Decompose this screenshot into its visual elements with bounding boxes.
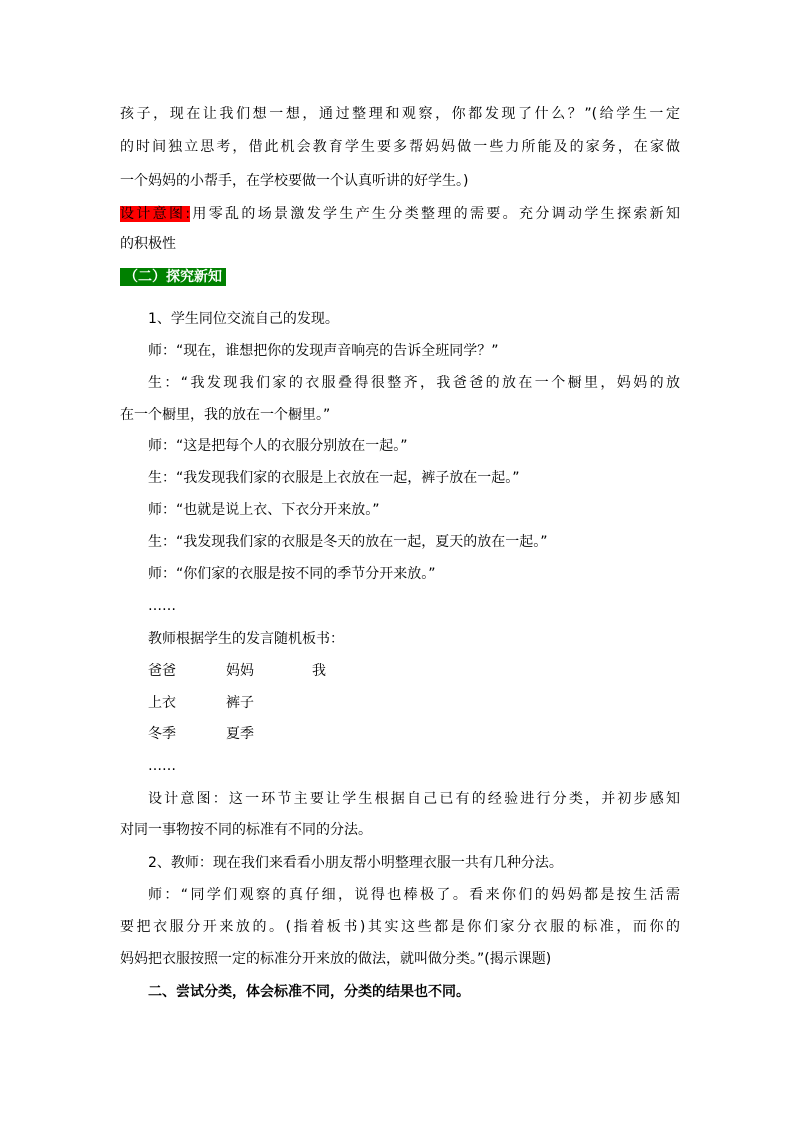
board-item: 冬季 [148, 726, 176, 742]
dialogue-line: 师：“这是把每个人的衣服分别放在一起。” [148, 438, 408, 454]
design-intent-label: 设计意图: [120, 206, 191, 222]
intro-line-3: 一个妈妈的小帮手，在学校要做一个认真听讲的好学生。) [120, 173, 469, 189]
design-intent-1 [120, 204, 680, 224]
teacher-line-3: 妈妈把衣服按照一定的标准分开来放的做法，就叫做分类。”(揭示课题) [120, 951, 552, 967]
dialogue-line: 生：“我发现我们家的衣服是冬天的放在一起，夏天的放在一起。” [148, 534, 548, 550]
step-2: 2、教师：现在我们来看看小朋友帮小明整理衣服一共有几种分法。 [148, 855, 563, 871]
design-intent-text: 用零乱的场景激发学生产生分类整理的需要。充分调动学生探索新知 [190, 206, 680, 222]
dialogue-line: 师：“也就是说上衣、下衣分开来放。” [148, 502, 380, 518]
step-1: 1、学生同位交流自己的发现。 [148, 311, 339, 327]
dialogue-line: 生：“我发现我们家的衣服是上衣放在一起，裤子放在一起。” [148, 470, 520, 486]
design-intent-1-line-2: 的积极性 [120, 236, 176, 252]
board-item: 妈妈 [226, 663, 254, 679]
dialogue-line: 生：“我发现我们家的衣服叠得很整齐，我爸爸的放在一个橱里，妈妈的放 [148, 375, 680, 391]
intro-line-2: 的时间独立思考，借此机会教育学生要多帮妈妈做一些力所能及的家务，在家做 [120, 139, 680, 155]
part-2-heading: 二、尝试分类，体会标准不同，分类的结果也不同。 [148, 984, 470, 1000]
board-row-3 [148, 724, 448, 744]
board-item: 上衣 [148, 695, 176, 711]
section-heading-explore [120, 267, 226, 287]
board-item: 爸爸 [148, 663, 176, 679]
board-item: 夏季 [226, 726, 254, 742]
board-item: 我 [312, 663, 326, 679]
dialogue-line: 师：“现在，谁想把你的发现声音响亮的告诉全班同学？” [148, 343, 499, 359]
intro-line-1: 孩子，现在让我们想一想，通过整理和观察，你都发现了什么？”(给学生一定 [120, 106, 680, 122]
board-row-1 [148, 661, 448, 681]
ellipsis: …… [148, 598, 176, 614]
design-intent-2-line-1: 设计意图：这一环节主要让学生根据自己已有的经验进行分类，并初步感知 [148, 791, 680, 807]
teacher-line-1: 师：“同学们观察的真仔细，说得也棒极了。看来你们的妈妈都是按生活需 [148, 887, 680, 903]
design-intent-2-line-2: 对同一事物按不同的标准有不同的分法。 [120, 822, 372, 838]
board-item: 裤子 [226, 695, 254, 711]
board-intro: 教师根据学生的发言随机板书： [148, 631, 344, 647]
teacher-line-2: 要把衣服分开来放的。(指着板书)其实这些都是你们家分衣服的标准，而你的 [120, 919, 680, 935]
section-heading-label: （二）探究新知 [120, 268, 226, 286]
dialogue-line: 师：“你们家的衣服是按不同的季节分开来放。” [148, 566, 436, 582]
dialogue-line: 在一个橱里，我的放在一个橱里。” [120, 407, 331, 423]
board-row-2 [148, 693, 448, 713]
ellipsis: …… [148, 758, 176, 774]
